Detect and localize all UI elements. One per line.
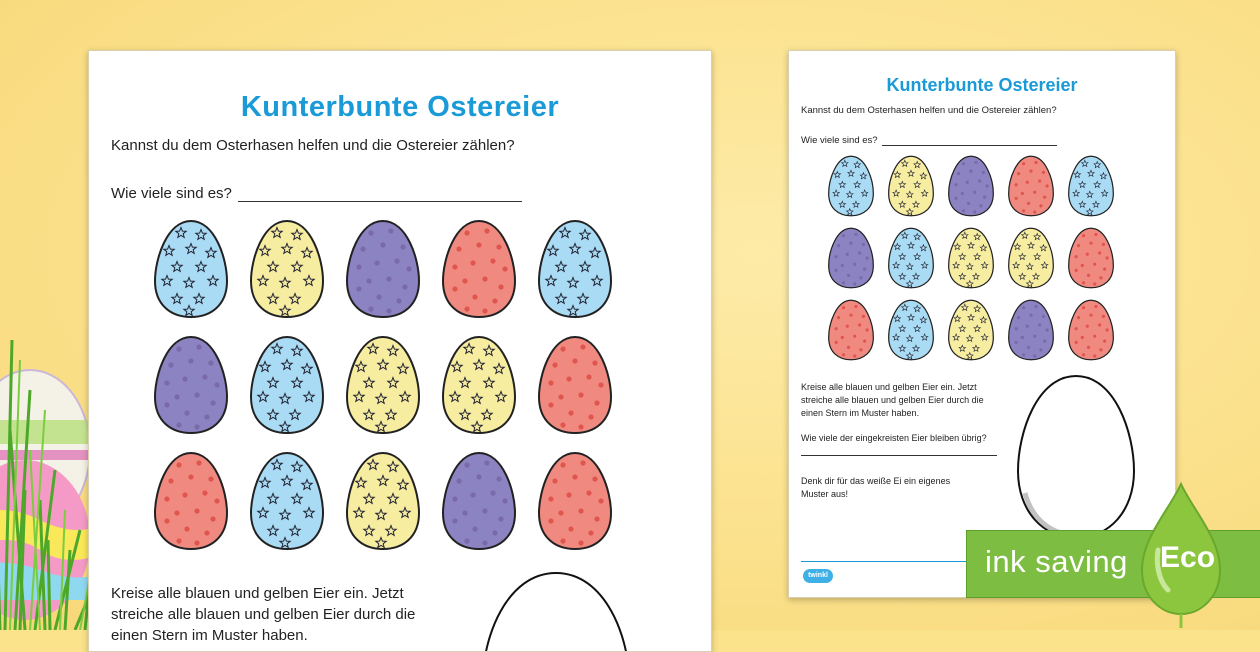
easter-egg-red-dot xyxy=(441,219,517,324)
easter-egg-purple-dot xyxy=(153,335,229,440)
question-help: Kannst du dem Osterhasen helfen und die Ostereier zählen? xyxy=(111,137,515,154)
question-remaining: Wie viele der eingekreisten Eier bleiben übrig? xyxy=(801,433,987,443)
answer-line xyxy=(238,187,522,202)
easter-egg-red-dot xyxy=(827,299,875,366)
answer-line xyxy=(801,455,997,456)
easter-egg-yellow-star xyxy=(249,219,325,324)
easter-egg-purple-dot xyxy=(947,155,995,222)
easter-egg-red-dot xyxy=(1067,299,1115,366)
worksheet-preview-large xyxy=(88,50,712,652)
worksheet-preview-small xyxy=(788,50,1176,598)
easter-egg-yellow-star xyxy=(947,299,995,366)
easter-egg-yellow-star xyxy=(345,335,421,440)
easter-egg-yellow-star xyxy=(1007,227,1055,294)
easter-egg-blue-star xyxy=(827,155,875,222)
question-count xyxy=(801,135,1057,146)
easter-egg-blue-star xyxy=(887,227,935,294)
easter-egg-purple-dot xyxy=(345,219,421,324)
twinkl-logo: twinkl xyxy=(803,569,833,583)
question-pattern: Denk dir für das weiße Ei ein eigenes Muster aus! xyxy=(801,476,951,499)
blank-egg-outline xyxy=(1015,373,1137,541)
easter-egg-red-dot xyxy=(537,451,613,556)
easter-egg-yellow-star xyxy=(345,451,421,556)
answer-line xyxy=(882,135,1057,146)
easter-egg-yellow-star xyxy=(887,155,935,222)
easter-egg-purple-dot xyxy=(1007,299,1055,366)
question-count xyxy=(111,185,522,202)
easter-egg-yellow-star xyxy=(947,227,995,294)
easter-egg-red-dot xyxy=(1067,227,1115,294)
easter-egg-blue-star xyxy=(537,219,613,324)
easter-egg-purple-dot xyxy=(441,451,517,556)
easter-egg-purple-dot xyxy=(827,227,875,294)
easter-egg-red-dot xyxy=(1007,155,1055,222)
easter-egg-yellow-star xyxy=(441,335,517,440)
ink-saving-label: ink saving xyxy=(985,544,1128,579)
easter-egg-blue-star xyxy=(153,219,229,324)
easter-egg-red-dot xyxy=(537,335,613,440)
easter-egg-red-dot xyxy=(153,451,229,556)
blank-egg-outline xyxy=(481,569,631,652)
instruction-text: Kreise alle blauen und gelben Eier ein. Jetzt streiche alle blauen und gelben Eier durch die einen Stern im Muster haben. xyxy=(111,585,416,644)
eco-label: Eco xyxy=(1160,541,1216,574)
easter-egg-blue-star xyxy=(887,299,935,366)
question-count-label: Wie viele sind es? xyxy=(801,135,878,146)
instruction-text: Kreise alle blauen und gelben Eier ein. Jetzt streiche alle blauen und gelben Eier durch die einen Stern im Muster haben. xyxy=(801,382,984,418)
question-help: Kannst du dem Osterhasen helfen und die Ostereier zählen? xyxy=(801,105,1057,116)
easter-egg-blue-star xyxy=(249,335,325,440)
worksheet-title: Kunterbunte Ostereier xyxy=(240,91,560,123)
question-count-label: Wie viele sind es? xyxy=(111,185,232,202)
worksheet-title: Kunterbunte Ostereier xyxy=(886,75,1078,95)
easter-egg-blue-star xyxy=(1067,155,1115,222)
easter-egg-blue-star xyxy=(249,451,325,556)
